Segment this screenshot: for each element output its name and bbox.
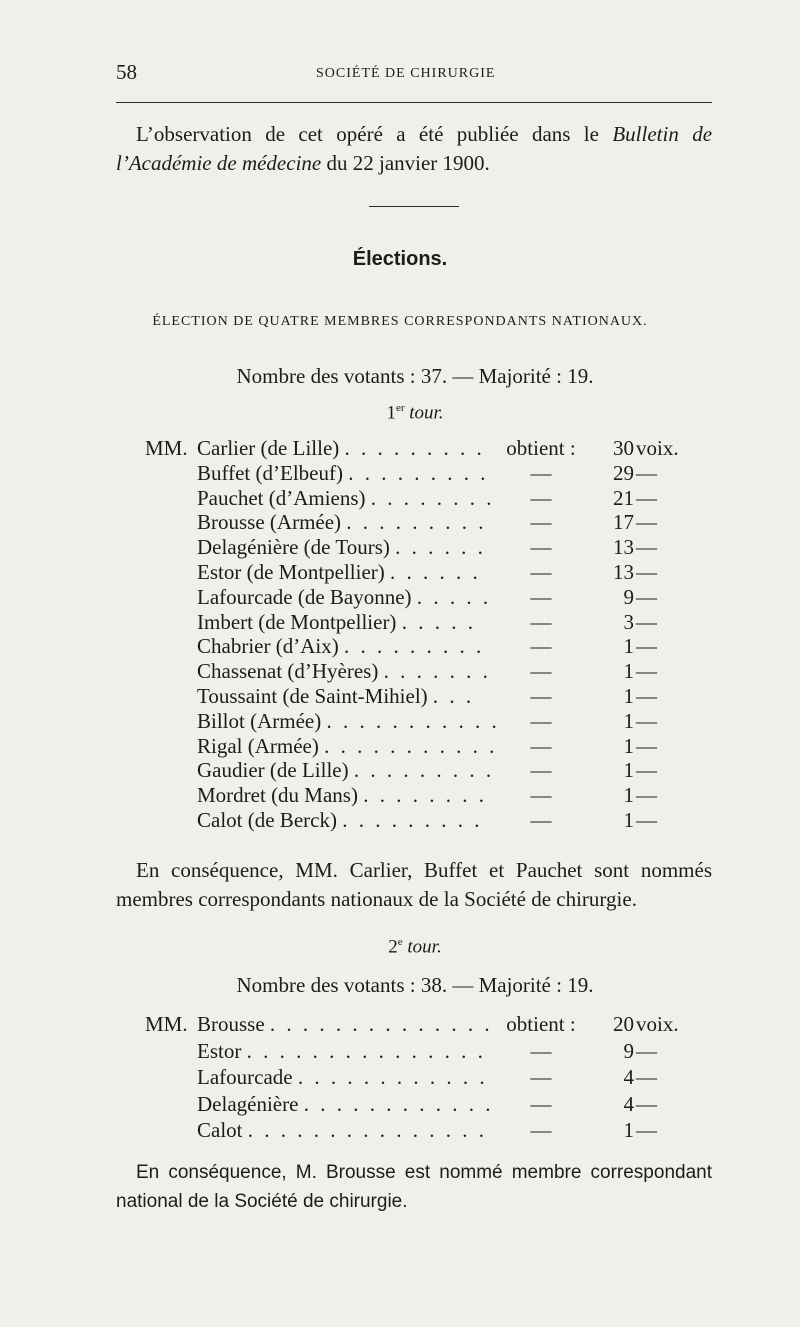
intro-paragraph bbox=[116, 120, 712, 178]
unit-cell: — bbox=[636, 783, 657, 808]
unit-cell: — bbox=[636, 733, 657, 758]
leader-dots: . . . . . . . . . . . . . . . bbox=[246, 1038, 486, 1063]
votes-cell: 9 bbox=[623, 584, 634, 609]
result-cell: obtient : bbox=[506, 1012, 576, 1036]
result-cell: — bbox=[530, 733, 552, 758]
section-title: Élections. bbox=[352, 248, 448, 270]
candidate-row bbox=[197, 486, 495, 511]
candidate-name: Chassenat (d’Hyères) bbox=[197, 659, 379, 684]
votes-cell: 1 bbox=[623, 1118, 634, 1142]
candidate-name: Carlier (de Lille) bbox=[197, 436, 340, 460]
leader-dots: . . . . . . . . . bbox=[348, 460, 489, 485]
mm-prefix: MM. bbox=[145, 1012, 188, 1036]
candidate-row bbox=[197, 1092, 493, 1117]
result-cell: — bbox=[530, 684, 552, 708]
round1-tour-number: 1 bbox=[386, 402, 396, 424]
leader-dots: . . . . . . . . . bbox=[353, 758, 495, 783]
result-cell: — bbox=[530, 460, 552, 485]
candidate-name: Rigal (Armée) bbox=[197, 733, 319, 758]
round2-tour-word: tour. bbox=[407, 936, 442, 958]
candidate-name: Imbert (de Montpellier) bbox=[197, 609, 397, 634]
intro-date: du 22 janvier 1900. bbox=[326, 151, 490, 175]
round1-conclusion bbox=[116, 856, 712, 914]
candidate-row bbox=[197, 1118, 487, 1143]
candidate-name: Lafourcade bbox=[197, 1065, 293, 1089]
votes-cell: 1 bbox=[623, 634, 634, 659]
round2-tour-number: 2 bbox=[388, 936, 398, 958]
unit-cell: — bbox=[636, 535, 657, 560]
leader-dots: . . . . . bbox=[416, 584, 492, 609]
votes-cell: 21 bbox=[613, 485, 634, 510]
intro-text: L’observation de cet opéré a été publiée dans le bbox=[136, 122, 599, 146]
result-cell: — bbox=[530, 1118, 552, 1142]
unit-cell: voix. bbox=[636, 1012, 679, 1036]
round1-conclusion-text: En conséquence, MM. Carlier, Buffet et Pauchet sont nommés membres correspondants nationaux de la Société de chirurgie. bbox=[116, 858, 712, 911]
candidate-name: Delagénière bbox=[197, 1091, 299, 1116]
votes-cell: 1 bbox=[623, 708, 634, 733]
votes-cell: 30 bbox=[613, 436, 634, 460]
unit-cell: — bbox=[636, 1038, 657, 1063]
candidate-name: Brousse (Armée) bbox=[197, 510, 342, 535]
section-divider bbox=[369, 206, 459, 207]
candidate-name: Toussaint (de Saint-Mihiel) bbox=[197, 684, 428, 708]
leader-dots: . . . . . . . . . bbox=[342, 808, 483, 832]
candidate-row bbox=[197, 1065, 488, 1090]
round2-tour-label bbox=[0, 936, 800, 958]
round2-conclusion-text: En conséquence, M. Brousse est nommé membre correspondant national de la Société de chirurgie. bbox=[116, 1162, 712, 1212]
result-cell: — bbox=[530, 634, 552, 659]
votes-cell: 3 bbox=[623, 609, 634, 634]
result-cell: — bbox=[530, 659, 552, 684]
candidate-row bbox=[197, 1039, 486, 1064]
candidate-name: Estor (de Montpellier) bbox=[197, 560, 385, 584]
votes-cell: 1 bbox=[623, 733, 634, 758]
candidate-row bbox=[197, 684, 474, 709]
unit-cell: — bbox=[636, 485, 657, 510]
votes-cell: 1 bbox=[623, 659, 634, 684]
result-cell: — bbox=[530, 535, 552, 560]
votes-cell: 17 bbox=[613, 510, 634, 535]
result-cell: — bbox=[530, 758, 552, 783]
candidate-name: Lafourcade (de Bayonne) bbox=[197, 584, 412, 609]
round2-tour-sup: e bbox=[397, 936, 403, 948]
candidate-row bbox=[197, 659, 491, 684]
unit-cell: — bbox=[636, 560, 657, 584]
result-cell: obtient : bbox=[506, 436, 576, 460]
candidate-name: Gaudier (de Lille) bbox=[197, 758, 349, 783]
header-rule bbox=[116, 102, 712, 103]
result-cell: — bbox=[530, 1065, 552, 1089]
candidate-name: Mordret (du Mans) bbox=[197, 783, 358, 808]
unit-cell: — bbox=[636, 684, 657, 708]
votes-cell: 29 bbox=[613, 460, 634, 485]
result-cell: — bbox=[530, 1038, 552, 1063]
votes-cell: 20 bbox=[613, 1012, 634, 1036]
leader-dots: . . . . . . . . . . . . bbox=[303, 1091, 494, 1116]
leader-dots: . . . . . . . . . . . . bbox=[297, 1065, 488, 1089]
candidate-name: Estor bbox=[197, 1038, 242, 1063]
leader-dots: . . . bbox=[432, 684, 475, 708]
mm-prefix: MM. bbox=[145, 436, 188, 460]
leader-dots: . . . . . . . . . . . bbox=[324, 733, 498, 758]
unit-cell: — bbox=[636, 758, 657, 783]
result-cell: — bbox=[530, 560, 552, 584]
round1-tour-word: tour. bbox=[409, 402, 444, 424]
unit-cell: — bbox=[636, 460, 657, 485]
election-subheading: ÉLECTION DE QUATRE MEMBRES CORRESPONDANTS NATIONAUX. bbox=[152, 314, 648, 329]
votes-cell: 1 bbox=[623, 783, 634, 808]
result-cell: — bbox=[530, 510, 552, 535]
leader-dots: . . . . . . . . bbox=[370, 485, 495, 510]
result-cell: — bbox=[530, 584, 552, 609]
running-title: SOCIÉTÉ DE CHIRURGIE bbox=[316, 66, 496, 81]
unit-cell: — bbox=[636, 808, 657, 832]
candidate-name: Delagénière (de Tours) bbox=[197, 535, 390, 560]
round1-tour-sup: er bbox=[395, 402, 405, 414]
candidate-row bbox=[197, 734, 497, 759]
candidate-row bbox=[197, 560, 481, 585]
unit-cell: voix. bbox=[636, 436, 679, 460]
votes-cell: 13 bbox=[613, 535, 634, 560]
leader-dots: . . . . . . . . bbox=[363, 783, 487, 808]
result-cell: — bbox=[530, 485, 552, 510]
leader-dots: . . . . . . . . . . . . . . bbox=[269, 1012, 493, 1036]
candidate-name: Brousse bbox=[197, 1012, 265, 1036]
unit-cell: — bbox=[636, 584, 657, 609]
votes-cell: 1 bbox=[623, 808, 634, 832]
round1-tour-label bbox=[0, 402, 800, 424]
unit-cell: — bbox=[636, 634, 657, 659]
votes-cell: 4 bbox=[623, 1065, 634, 1089]
votes-cell: 1 bbox=[623, 684, 634, 708]
round1-voters-line: Nombre des votants : 37. — Majorité : 19. bbox=[236, 364, 594, 388]
candidate-name: Pauchet (d’Amiens) bbox=[197, 485, 366, 510]
leader-dots: . . . . . . . . . . . . . . . bbox=[247, 1118, 487, 1142]
round2-voters-line: Nombre des votants : 38. — Majorité : 19. bbox=[236, 973, 594, 997]
candidate-row bbox=[197, 758, 494, 783]
result-cell: — bbox=[530, 1091, 552, 1116]
votes-cell: 1 bbox=[623, 758, 634, 783]
result-cell: — bbox=[530, 808, 552, 832]
candidate-row bbox=[197, 634, 484, 659]
leader-dots: . . . . . . bbox=[395, 535, 486, 560]
result-cell: — bbox=[530, 708, 552, 733]
unit-cell: — bbox=[636, 659, 657, 684]
unit-cell: — bbox=[636, 708, 657, 733]
result-cell: — bbox=[530, 609, 552, 634]
unit-cell: — bbox=[636, 609, 657, 634]
leader-dots: . . . . . . . . . bbox=[343, 634, 485, 659]
candidate-name: Calot bbox=[197, 1118, 243, 1142]
leader-dots: . . . . . . . . . bbox=[344, 436, 485, 460]
candidate-row bbox=[197, 535, 486, 560]
candidate-row bbox=[197, 808, 482, 833]
round2-conclusion bbox=[116, 1158, 712, 1216]
leader-dots: . . . . . . . . . . . bbox=[326, 708, 500, 733]
leader-dots: . . . . . . . . . bbox=[346, 510, 487, 535]
candidate-name: Calot (de Berck) bbox=[197, 808, 337, 832]
leader-dots: . . . . . . . bbox=[383, 659, 491, 684]
candidate-row bbox=[197, 461, 488, 486]
candidate-row bbox=[197, 783, 487, 808]
leader-dots: . . . . . bbox=[401, 609, 476, 634]
leader-dots: . . . . . . bbox=[390, 560, 481, 584]
candidate-row bbox=[197, 436, 485, 461]
candidate-row bbox=[197, 1012, 493, 1037]
unit-cell: — bbox=[636, 1118, 657, 1142]
intro-journal: Bulletin de l’Académie de médecine bbox=[116, 122, 713, 175]
unit-cell: — bbox=[636, 510, 657, 535]
candidate-name: Chabrier (d’Aix) bbox=[197, 634, 339, 659]
votes-cell: 9 bbox=[623, 1038, 634, 1063]
candidate-row bbox=[197, 709, 500, 734]
result-cell: — bbox=[530, 783, 552, 808]
unit-cell: — bbox=[636, 1091, 657, 1116]
page-number: 58 bbox=[116, 60, 137, 84]
candidate-name: Buffet (d’Elbeuf) bbox=[197, 460, 343, 485]
candidate-row bbox=[197, 610, 476, 635]
votes-cell: 13 bbox=[613, 560, 634, 584]
votes-cell: 4 bbox=[623, 1091, 634, 1116]
unit-cell: — bbox=[636, 1065, 657, 1089]
candidate-name: Billot (Armée) bbox=[197, 708, 322, 733]
candidate-row bbox=[197, 585, 491, 610]
candidate-row bbox=[197, 510, 487, 535]
